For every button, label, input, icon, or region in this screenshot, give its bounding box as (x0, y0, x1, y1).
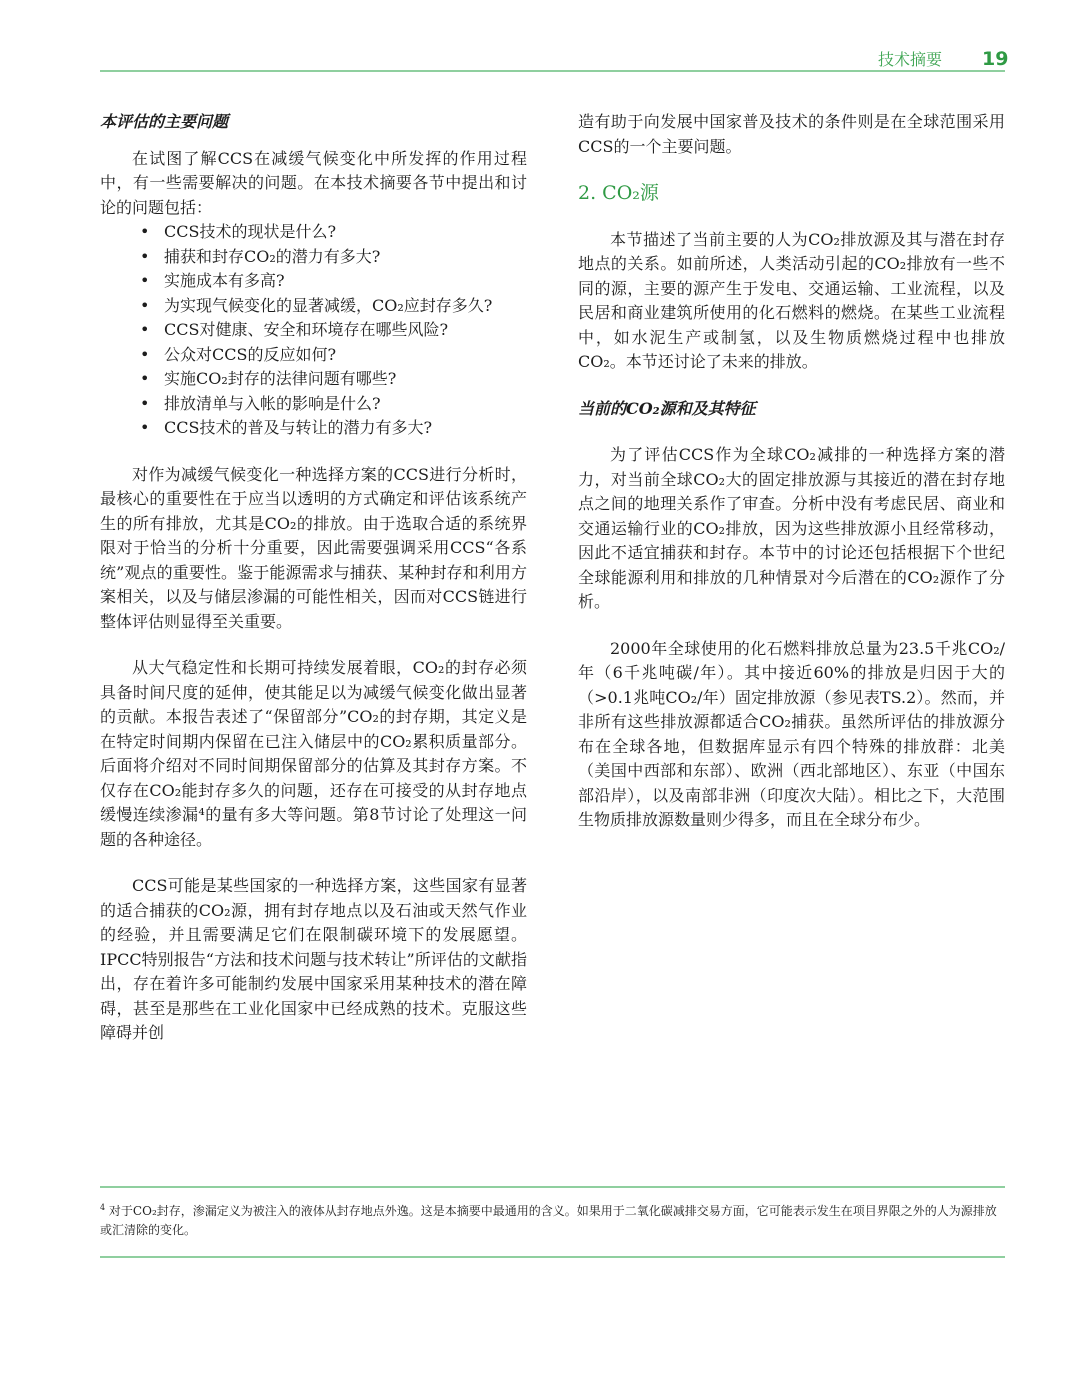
bullet-icon: • (140, 246, 150, 266)
sources-subheading: 当前的CO₂源和及其特征 (578, 398, 756, 418)
footnote-marker: 4 (100, 1203, 106, 1212)
right-column (578, 110, 1005, 833)
left-column (100, 110, 527, 1046)
page-number: 19 (982, 48, 1009, 70)
bullet-icon: • (140, 320, 150, 339)
storage-duration-paragraph: 从大气稳定性和长期可持续发展着眼，CO₂的封存必须具备时间尺度的延伸，使其能足以为减缓气候变化做出显著的贡献。本报告表述了“保留部分”CO₂的封存期，其定义是在特定时间期内保留在已注入储层中的CO₂累积质量部分。后面将介绍对不同时间期保留部分的估算及其封存方案。不仅存在CO₂能封存多久的问题，还存在可接受的从封存地点缓慢连续渗漏⁴的量有多大等问题。第8节讨论了处理这一问题的各种途径。 (100, 658, 527, 849)
section-subheading: 本评估的主要问题 (100, 112, 229, 131)
bullet-icon: • (140, 369, 150, 388)
list-item: • 捕获和封存CO₂的潜力有多大? (100, 245, 527, 270)
bullet-icon: • (140, 344, 150, 364)
emissions-paragraph: 2000年全球使用的化石燃料排放总量为23.5千兆CO₂/年（6千兆吨碳/年）。其中接近60%的排放是归因于大的（>0.1兆吨CO₂/年）固定排放源（参见表TS.2）。然而，并非所有这些排放源都适合CO₂捕获。虽然所评估的排放源分布在全球各地，但数据库显示有四个特殊的排放群：北美（美国中西部和东部）、欧洲（西北部地区）、东亚（中国东部沿岸），以及南部非洲（印度次大陆）。相比之下，大范围生物质排放源数量则少得多，而且在全球分布少。 (578, 638, 1005, 829)
list-item: • 实施成本有多高? (100, 269, 527, 294)
list-item: • CCS技术的普及与转让的潜力有多大? (100, 416, 527, 441)
list-item: • 实施CO₂封存的法律问题有哪些? (100, 367, 527, 392)
footnote-text: 对于CO₂封存，渗漏定义为被注入的液体从封存地点外逸。这是本摘要中最通用的含义。如果用于二氧化碳减排交易方面，它可能表示发生在项目界限之外的人为源排放或汇清除的变化。 (100, 1204, 997, 1237)
bullet-icon: • (140, 271, 150, 290)
bullet-icon: • (140, 295, 150, 315)
list-item: • CCS对健康、安全和环境存在哪些风险? (100, 318, 527, 343)
running-header: 技术摘要 (878, 50, 943, 69)
footnote (100, 1198, 1005, 1240)
list-item: • 排放清单与入帐的影响是什么? (100, 392, 527, 417)
intro-paragraph: 在试图了解CCS在减缓气候变化中所发挥的作用过程中，有一些需要解决的问题。在本技术摘要各节中提出和讨论的问题包括： (100, 148, 527, 217)
developing-countries-paragraph: CCS可能是某些国家的一种选择方案，这些国家有显著的适合捕获的CO₂源，拥有封存地点以及石油或天然气作业的经验，并且需要满足它们在限制碳环境下的发展愿望。IPCC特别报告“方法和技术问题与技术转让”所评估的文献指出，存在着许多可能制约发展中国家采用某种技术的潜在障碍，甚至是那些在工业化国家中已经成熟的技术。克服这些障碍并创 (100, 876, 527, 1042)
list-item: • CCS技术的现状是什么? (100, 220, 527, 245)
section-title: 2. CO₂源 (578, 182, 659, 204)
continued-paragraph: 造有助于向发展中国家普及技术的条件则是在全球范围采用CCS的一个主要问题。 (578, 112, 1005, 156)
footnote-rule-bottom (100, 1256, 1005, 1258)
footnote-rule-top (100, 1186, 1005, 1188)
header-rule (100, 70, 1005, 72)
assessment-paragraph: 为了评估CCS作为全球CO₂减排的一种选择方案的潜力，对当前全球CO₂大的固定排放源与其接近的潜在封存地点之间的地理关系作了审查。分析中没有考虑民居、商业和交通运输行业的CO₂排放，因为这些排放源小且经常移动，因此不适宜捕获和封存。本节中的讨论还包括根据下个世纪全球能源利用和排放的几种情景对今后潜在的CO₂源作了分析。 (578, 445, 1005, 611)
list-item: • 公众对CCS的反应如何? (100, 343, 527, 368)
system-analysis-paragraph: 对作为减缓气候变化一种选择方案的CCS进行分析时，最核心的重要性在于应当以透明的方式确定和评估该系统产生的所有排放，尤其是CO₂的排放。由于选取合适的系统界限对于恰当的分析十分重要，因此需要强调采用CCS“各系统”观点的重要性。鉴于能源需求与捕获、某种封存和利用方案相关，以及与储层渗漏的可能性相关，因而对CCS链进行整体评估则显得至关重要。 (100, 464, 527, 631)
question-list (100, 220, 527, 441)
sources-intro-paragraph: 本节描述了当前主要的人为CO₂排放源及其与潜在封存地点的关系。如前所述，人类活动引起的CO₂排放有一些不同的源，主要的源产生于发电、交通运输、工业流程，以及民居和商业建筑所使用的化石燃料的燃烧。在某些工业流程中，如水泥生产或制氢，以及生物质燃烧过程中也排放CO₂。本节还讨论了未来的排放。 (578, 229, 1005, 371)
bullet-icon: • (140, 222, 150, 241)
bullet-icon: • (140, 393, 150, 413)
bullet-icon: • (140, 418, 150, 437)
list-item: • 为实现气候变化的显著减缓，CO₂应封存多久? (100, 294, 527, 319)
